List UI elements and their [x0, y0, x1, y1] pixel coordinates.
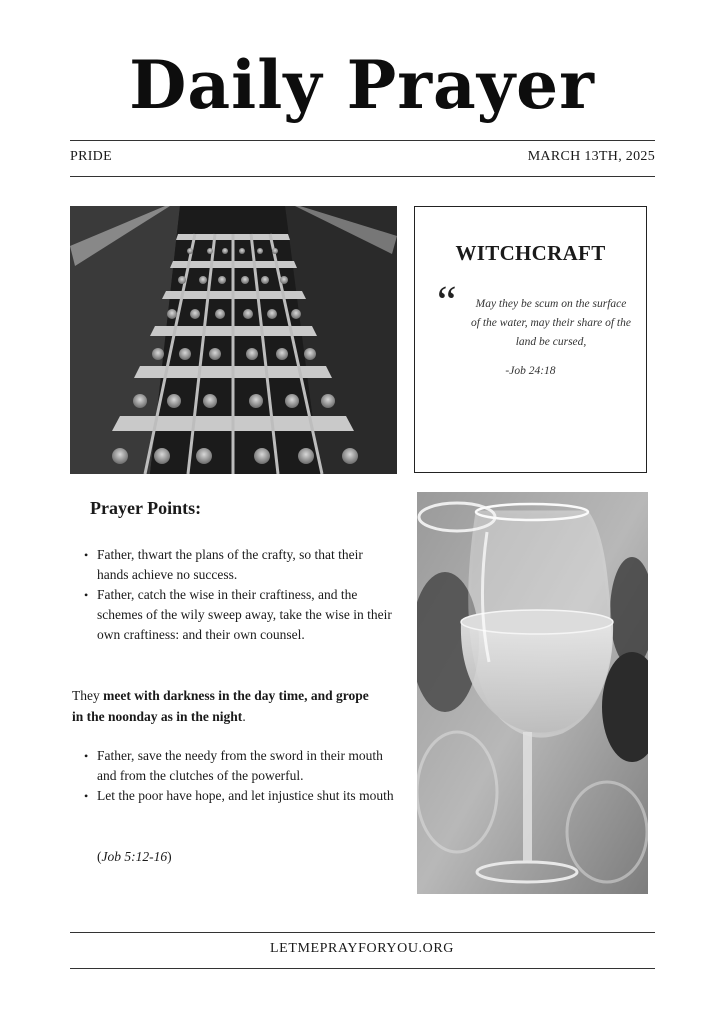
wine-cellar-photo [70, 206, 397, 474]
list-item: • Father, catch the wise in their craftiness, and the schemes of the wily sweep away, take the wise in their own craftiness: and their own counsel. [97, 585, 397, 645]
quote-box-title: WITCHCRAFT [455, 241, 606, 265]
header-top-rule [70, 140, 655, 141]
page-title: Daily Prayer [129, 46, 595, 124]
para-start: They [72, 688, 104, 703]
prayer-list-1 [84, 545, 397, 645]
prayer-list-2 [84, 746, 397, 806]
cite-open: ( [97, 849, 102, 864]
scripture-reference: -Job 24:18 [505, 365, 556, 377]
scripture-quote: May they be scum on the surface of the water, may their share of the land be cursed, [471, 298, 631, 348]
quote-mark-icon: “ [437, 277, 457, 326]
footer-top-rule [70, 932, 655, 933]
header-bottom-rule [70, 176, 655, 177]
wine-glass-photo [417, 492, 648, 894]
list-item: • Father, save the needy from the sword in their mouth and from the clutches of the powerful. [97, 746, 397, 786]
list-item: • Father, thwart the plans of the crafty, so that their hands achieve no success. [97, 545, 397, 585]
cite-close: ) [167, 849, 172, 864]
para-bold: meet with darkness in the day time, and grope in the noonday as in the night [72, 688, 369, 724]
para-end: . [242, 708, 246, 724]
date-label: MARCH 13TH, 2025 [527, 149, 655, 164]
witchcraft-quote-box [414, 206, 647, 473]
cite-ref: Job 5:12-16 [101, 849, 168, 864]
footer-website: LETMEPRAYFORYOU.ORG [270, 941, 454, 956]
footer-bottom-rule [70, 968, 655, 969]
scripture-paragraph [72, 686, 372, 727]
prayer-points-heading: Prayer Points: [90, 498, 202, 518]
topic-label: PRIDE [70, 149, 112, 164]
list-item: • Let the poor have hope, and let injustice shut its mouth [97, 786, 397, 806]
bible-citation [97, 849, 172, 865]
